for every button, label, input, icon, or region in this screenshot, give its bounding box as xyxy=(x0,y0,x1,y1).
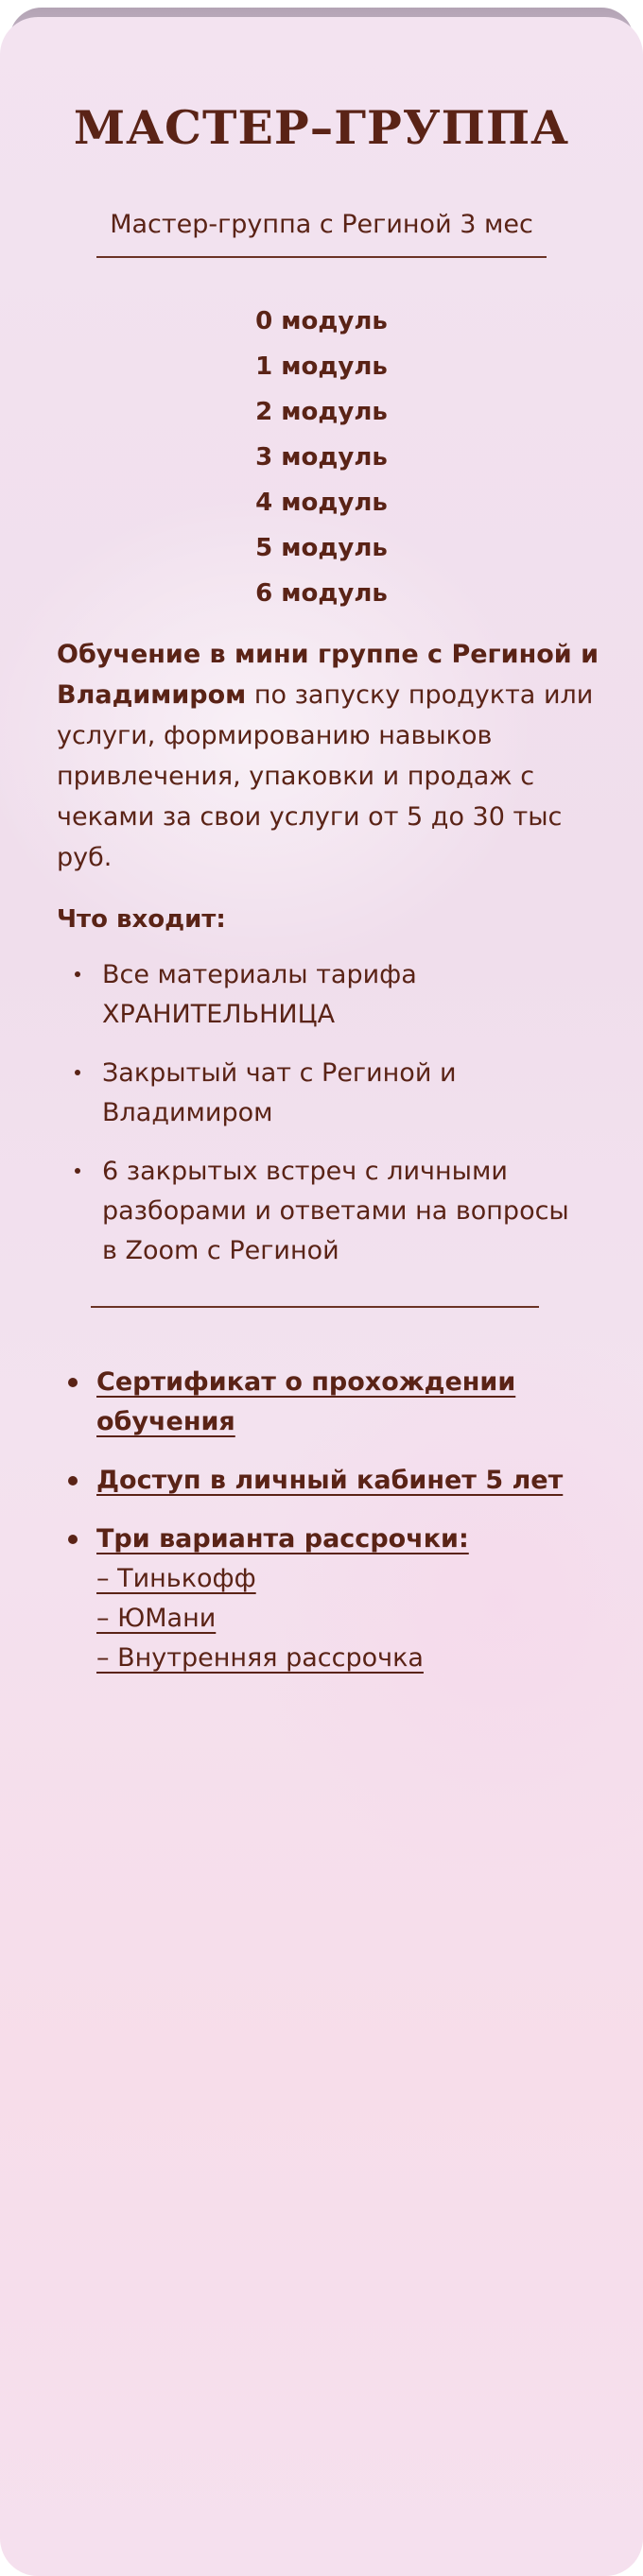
description-text: по запуску продукта или услуги, формированию навыков привлечения, упаковки и продаж с чеками за свои услуги от 5 до 30 тыс руб. xyxy=(57,680,594,872)
card-title: МАСТЕР–ГРУППА xyxy=(73,100,570,155)
top-divider xyxy=(96,256,547,258)
feature-item xyxy=(61,1363,590,1442)
installments-link[interactable]: Три варианта рассрочки: xyxy=(96,1524,469,1554)
module-item: 6 модуль xyxy=(255,579,388,608)
installment-tinkoff-link[interactable]: – Тинькофф xyxy=(96,1564,256,1593)
bullet-icon xyxy=(68,1476,78,1485)
program-description xyxy=(57,634,600,878)
module-item: 4 модуль xyxy=(255,489,388,517)
includes-item-text: 6 закрытых встреч с личными разборами и ответами на вопросы в Zoom с Региной xyxy=(102,1157,569,1265)
bullet-icon xyxy=(75,1070,80,1075)
bullet-icon xyxy=(75,971,80,977)
card-subtitle: Мастер-группа с Региной 3 мес xyxy=(110,210,533,239)
includes-item xyxy=(57,955,586,1035)
module-item: 0 модуль xyxy=(255,307,388,335)
installment-yumoney-link[interactable]: – ЮМани xyxy=(96,1604,217,1633)
installment-internal-link[interactable]: – Внутренняя рассрочка xyxy=(96,1643,424,1673)
includes-list xyxy=(57,955,586,1290)
includes-item xyxy=(57,1152,586,1271)
feature-item xyxy=(61,1461,590,1501)
bottom-divider xyxy=(91,1306,539,1308)
module-item: 2 модуль xyxy=(255,398,388,426)
includes-item-text: Закрытый чат с Региной и Владимиром xyxy=(102,1058,457,1127)
bullet-icon xyxy=(68,1378,78,1387)
features-list xyxy=(61,1363,590,1697)
includes-item xyxy=(57,1054,586,1133)
feature-item xyxy=(61,1520,590,1678)
includes-heading: Что входит: xyxy=(57,905,226,934)
module-list xyxy=(0,299,643,616)
cabinet-access-link[interactable]: Доступ в личный кабинет 5 лет xyxy=(96,1466,564,1495)
tariff-card xyxy=(0,17,643,2576)
module-item: 1 модуль xyxy=(255,352,388,381)
bullet-icon xyxy=(75,1168,80,1174)
includes-item-text: Все материалы тарифа ХРАНИТЕЛЬНИЦА xyxy=(102,960,417,1029)
module-item: 5 модуль xyxy=(255,534,388,562)
description-emphasis: Обучение в мини группе с Региной и Владимиром xyxy=(57,640,600,710)
certificate-link[interactable]: Сертификат о прохождении обучения xyxy=(96,1367,516,1436)
module-item: 3 модуль xyxy=(255,443,388,472)
bullet-icon xyxy=(68,1535,78,1544)
